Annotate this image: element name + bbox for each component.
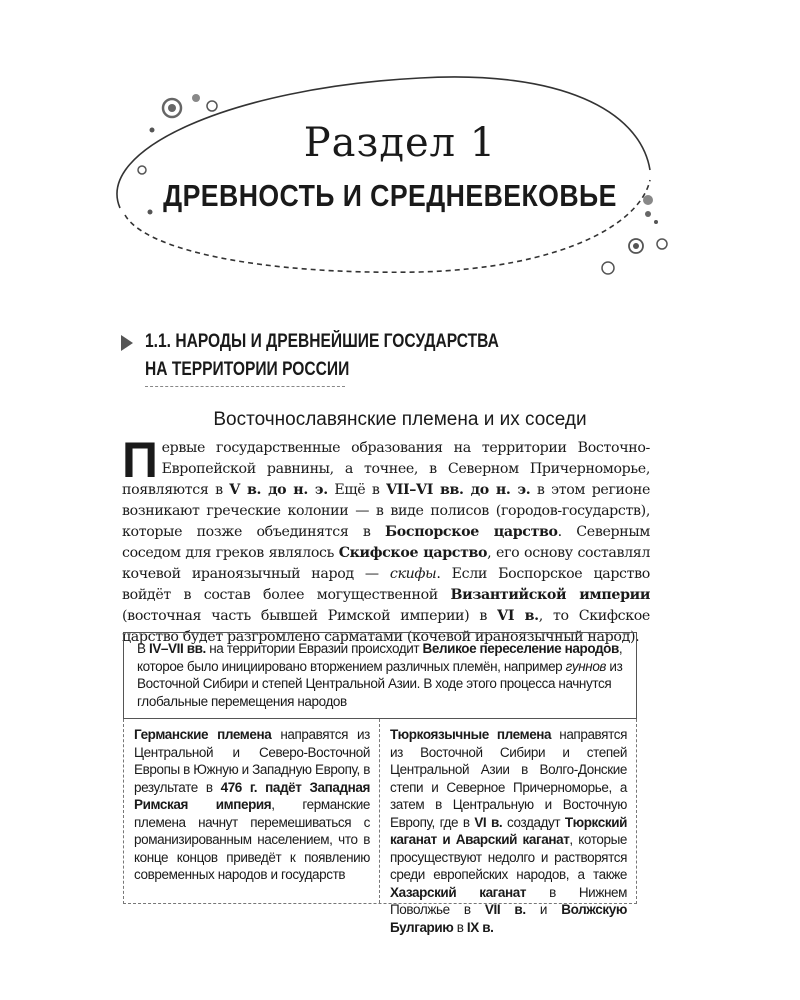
triangle-marker-icon [121,335,133,351]
text-run: на территории Евразии происходит [205,641,423,656]
text-run: направятся из Восточной Сибири и степей Центральной Азии в Волго-Донские степи и Северное Причерноморье, а затем в Центральную и Восточную Европу, где в [390,727,627,830]
bold-term: Боспорское царство [385,524,558,540]
text-run: Ещё в [327,482,387,498]
subsection-heading [145,328,665,384]
info-box-column-turkic [380,719,636,935]
text-run: (восточная часть бывшей Римской империи) в [122,608,498,624]
bold-term: Волжскую Булгарию [390,902,627,935]
text-run: В [137,641,149,656]
bold-term: VI в. [474,814,503,830]
bold-term: VI в. [497,608,539,624]
bold-term: VII–VI вв. до н. э. [386,482,531,498]
circle-ornament [657,239,667,249]
circle-ornament [192,94,200,102]
bold-term: Германские племена [134,727,272,742]
text-run: направятся из Центральной и Северо-Восточной Европы в Южную и Западную Европу, в результате в [134,727,370,795]
text-run: , которое было инициировано вторжением различных племён, например [137,641,623,674]
text-run: в Нижнем Поволжье в [390,884,628,917]
text-run: и [525,902,562,917]
bold-term: VII в. [484,902,526,917]
bold-term: Великое переселение народов [422,641,619,656]
section-kicker: Раздел 1 [303,120,497,166]
bold-term: IX в. [466,919,494,935]
bold-term: Тюркский каганат и Аварский каганат [390,814,627,847]
circle-ornament [654,220,658,224]
text-run: , его основу составлял кочевой ираноязычный народ — [122,545,651,582]
bold-term: Скифское царство [338,545,488,561]
text-run: , то Скифское царство будет разгромлено сарматами (кочевой ираноязычный народ). [122,608,650,645]
text-run: из Восточной Сибири и степей Центральной Азии. В ходе этого процесса начнутся глобальные перемещения народов [137,658,623,709]
bold-term: V в. до н. э. [229,482,328,498]
info-box-column-germanic [124,719,380,903]
circle-ornament [138,166,146,174]
drop-cap: П [122,432,158,488]
text-run: , которые просуществуют недолго и растворятся среди европейских народов, а также [390,832,627,882]
subsection-heading-line: 1.1. НАРОДЫ И ДРЕВНЕЙШИЕ ГОСУДАРСТВА [145,331,499,352]
circle-ornament [633,243,639,249]
info-box-columns [123,719,637,935]
circle-ornament [602,262,614,274]
bold-term: Тюркоязычные племена [390,727,552,742]
text-run: . Северным соседом для греков являлось [122,524,650,561]
text-run: создадут [502,814,565,830]
italic-term: скифы [389,566,437,582]
italic-term: гуннов [565,658,607,674]
text-run: в [453,919,467,935]
text-run: , германские племена начнут перемешиваться с романизированным населением, что в конце концов приведёт к появлению современных народов и государств [134,797,370,882]
subsection-divider [145,386,345,387]
topic-heading: Восточнославянские племена и их соседи [213,409,587,430]
info-box [123,632,637,935]
text-run: в этом регионе возникают греческие колонии — в виде полисов (городов-государств), которые позже объединятся в [122,482,651,540]
circle-ornament [168,104,176,112]
bold-term: 476 г. падёт Западная Римская империя [134,779,370,812]
bold-term: Хазарский каганат [390,884,527,900]
bold-term: Византийской империи [450,587,651,603]
subsection-heading-line: НА ТЕРРИТОРИИ РОССИИ [145,359,350,380]
body-paragraph [122,432,651,648]
info-box-summary [123,632,637,719]
circle-ornament [207,101,217,111]
section-title: ДРЕВНОСТЬ И СРЕДНЕВЕКОВЬЕ [163,178,617,213]
bold-term: IV–VII вв. [148,641,206,656]
text-run: ервые государственные образования на территории Восточно-Европейской равнины, а точнее, в Северном Причерноморье, появляются в [122,440,650,498]
text-run: . Если Боспорское царство войдёт в состав более могущественной [122,566,650,603]
